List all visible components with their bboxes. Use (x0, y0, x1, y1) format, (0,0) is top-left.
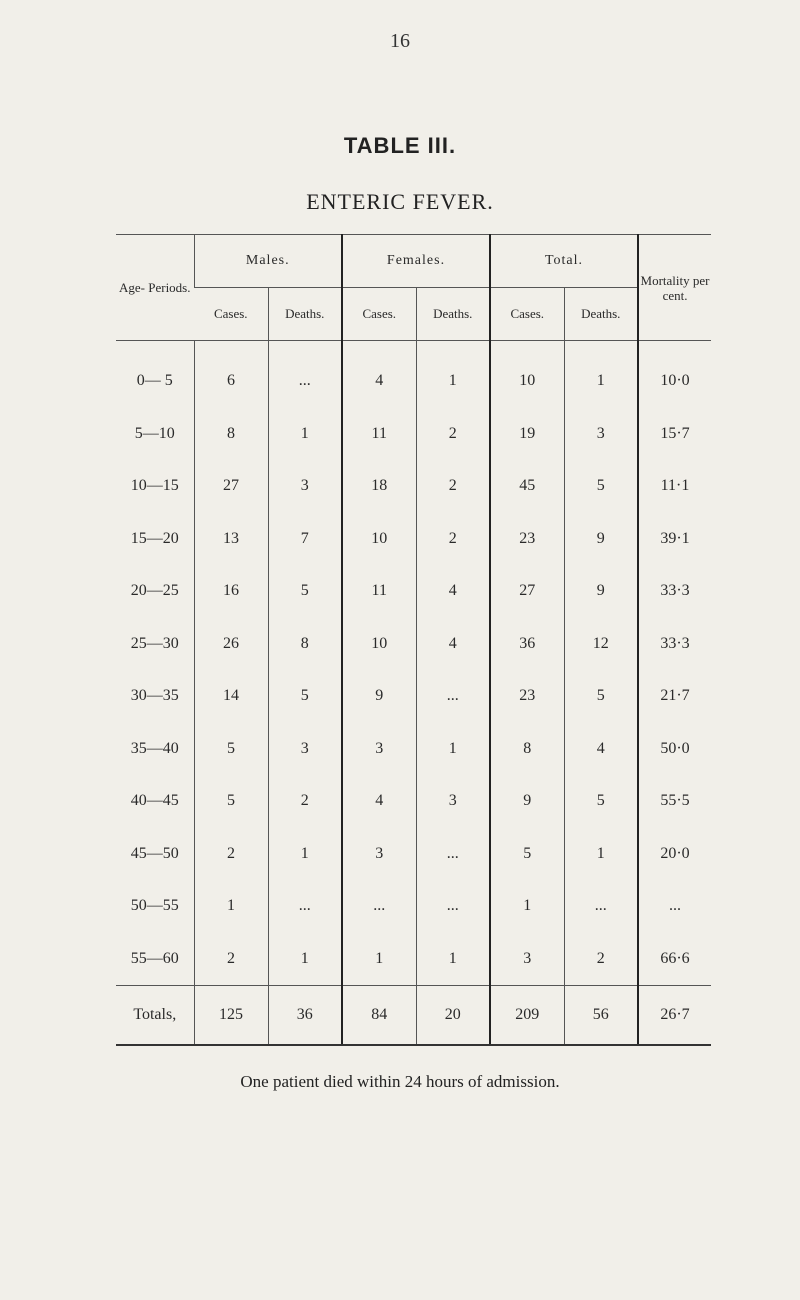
females-deaths: ... (416, 670, 490, 723)
total-cases: 45 (490, 460, 564, 513)
females-cases: 1 (342, 933, 416, 986)
males-deaths: 1 (268, 408, 342, 461)
total-cases: 23 (490, 513, 564, 566)
header-total-deaths: Deaths. (564, 288, 638, 341)
age-period: 55—60 (130, 949, 179, 967)
females-cases: 10 (342, 618, 416, 671)
enteric-fever-table (116, 234, 711, 1046)
total-cases: 36 (490, 618, 564, 671)
females-cases: 9 (342, 670, 416, 723)
total-cases: 10 (490, 341, 564, 408)
males-deaths: 7 (268, 513, 342, 566)
table-row (116, 460, 711, 513)
males-cases: 26 (194, 618, 268, 671)
males-deaths: 1 (268, 933, 342, 986)
table-row (116, 880, 711, 933)
total-deaths: 12 (564, 618, 638, 671)
females-cases: 10 (342, 513, 416, 566)
females-cases: 18 (342, 460, 416, 513)
females-deaths: 4 (416, 618, 490, 671)
total-deaths: 5 (564, 460, 638, 513)
age-period: 15—20 (130, 529, 179, 547)
table-row (116, 513, 711, 566)
footnote: One patient died within 24 hours of admission. (240, 1072, 560, 1091)
females-deaths: 3 (416, 775, 490, 828)
mortality-rate: 20·0 (638, 828, 711, 881)
table-row (116, 408, 711, 461)
table-row (116, 933, 711, 986)
table-subtitle: ENTERIC FEVER. (306, 189, 494, 214)
table-row (116, 670, 711, 723)
total-deaths: 1 (564, 828, 638, 881)
total-cases: 27 (490, 565, 564, 618)
mortality-rate: 33·3 (638, 618, 711, 671)
header-females-cases: Cases. (342, 288, 416, 341)
males-cases: 27 (194, 460, 268, 513)
females-deaths: 1 (416, 341, 490, 408)
header-total-cases: Cases. (490, 288, 564, 341)
age-period: 45—50 (130, 844, 179, 862)
mortality-rate: 55·5 (638, 775, 711, 828)
males-cases: 2 (194, 828, 268, 881)
header-males-cases: Cases. (194, 288, 268, 341)
females-deaths: 2 (416, 460, 490, 513)
total-deaths: 3 (564, 408, 638, 461)
age-period: 50—55 (130, 897, 179, 915)
table-row (116, 723, 711, 776)
females-cases: ... (342, 880, 416, 933)
page-number: 16 (390, 30, 410, 52)
mortality-rate: 15·7 (638, 408, 711, 461)
females-deaths: 2 (416, 513, 490, 566)
males-deaths: 3 (268, 723, 342, 776)
header-males: Males. (194, 235, 342, 288)
males-deaths: 2 (268, 775, 342, 828)
males-cases: 6 (194, 341, 268, 408)
table-row (116, 341, 711, 408)
totals-males-cases: 125 (194, 986, 268, 1046)
females-deaths: 1 (416, 933, 490, 986)
males-cases: 5 (194, 775, 268, 828)
mortality-rate: 10·0 (638, 341, 711, 408)
table-header (116, 235, 711, 341)
totals-total-cases: 209 (490, 986, 564, 1046)
header-total: Total. (490, 235, 638, 288)
females-cases: 3 (342, 828, 416, 881)
table-title: TABLE III. (343, 133, 457, 158)
total-cases: 9 (490, 775, 564, 828)
total-cases: 19 (490, 408, 564, 461)
totals-mortality: 26·7 (638, 986, 711, 1046)
total-cases: 23 (490, 670, 564, 723)
females-cases: 3 (342, 723, 416, 776)
males-deaths: ... (268, 880, 342, 933)
mortality-rate: 21·7 (638, 670, 711, 723)
mortality-rate: 39·1 (638, 513, 711, 566)
males-deaths: 8 (268, 618, 342, 671)
header-males-deaths: Deaths. (268, 288, 342, 341)
females-deaths: 2 (416, 408, 490, 461)
total-cases: 5 (490, 828, 564, 881)
males-cases: 1 (194, 880, 268, 933)
age-period: 35—40 (130, 739, 179, 757)
table-row (116, 618, 711, 671)
males-cases: 8 (194, 408, 268, 461)
males-deaths: 1 (268, 828, 342, 881)
total-deaths: 9 (564, 513, 638, 566)
mortality-rate: 33·3 (638, 565, 711, 618)
females-cases: 11 (342, 565, 416, 618)
males-cases: 14 (194, 670, 268, 723)
males-deaths: 3 (268, 460, 342, 513)
table-totals (116, 986, 711, 1046)
total-deaths: 1 (564, 341, 638, 408)
totals-females-cases: 84 (342, 986, 416, 1046)
totals-label: Totals, (116, 986, 194, 1046)
table-row (116, 565, 711, 618)
totals-row (116, 986, 711, 1046)
age-period: 30—35 (130, 687, 179, 705)
males-cases: 16 (194, 565, 268, 618)
age-period: 40—45 (130, 792, 179, 810)
mortality-rate: ... (638, 880, 711, 933)
mortality-rate: 50·0 (638, 723, 711, 776)
totals-total-deaths: 56 (564, 986, 638, 1046)
table-row (116, 828, 711, 881)
total-deaths: 5 (564, 775, 638, 828)
age-period: 25—30 (130, 634, 179, 652)
males-deaths: ... (268, 341, 342, 408)
mortality-rate: 11·1 (638, 460, 711, 513)
males-cases: 2 (194, 933, 268, 986)
males-cases: 13 (194, 513, 268, 566)
total-deaths: 5 (564, 670, 638, 723)
males-cases: 5 (194, 723, 268, 776)
females-deaths: ... (416, 880, 490, 933)
total-deaths: 4 (564, 723, 638, 776)
age-period: 20—25 (130, 582, 179, 600)
mortality-rate: 66·6 (638, 933, 711, 986)
total-cases: 1 (490, 880, 564, 933)
total-cases: 3 (490, 933, 564, 986)
age-period: 5—10 (134, 424, 175, 442)
total-cases: 8 (490, 723, 564, 776)
males-deaths: 5 (268, 565, 342, 618)
females-deaths: ... (416, 828, 490, 881)
females-cases: 4 (342, 341, 416, 408)
females-deaths: 4 (416, 565, 490, 618)
females-cases: 4 (342, 775, 416, 828)
header-females: Females. (342, 235, 490, 288)
females-deaths: 1 (416, 723, 490, 776)
total-deaths: ... (564, 880, 638, 933)
header-females-deaths: Deaths. (416, 288, 490, 341)
table-body (116, 341, 711, 986)
totals-males-deaths: 36 (268, 986, 342, 1046)
totals-females-deaths: 20 (416, 986, 490, 1046)
age-period: 0— 5 (136, 372, 173, 390)
total-deaths: 2 (564, 933, 638, 986)
total-deaths: 9 (564, 565, 638, 618)
header-mortality: Mortality per cent. (638, 235, 711, 341)
table-row (116, 775, 711, 828)
females-cases: 11 (342, 408, 416, 461)
age-period: 10—15 (130, 477, 179, 495)
males-deaths: 5 (268, 670, 342, 723)
header-age-periods: Age- Periods. (116, 235, 194, 341)
